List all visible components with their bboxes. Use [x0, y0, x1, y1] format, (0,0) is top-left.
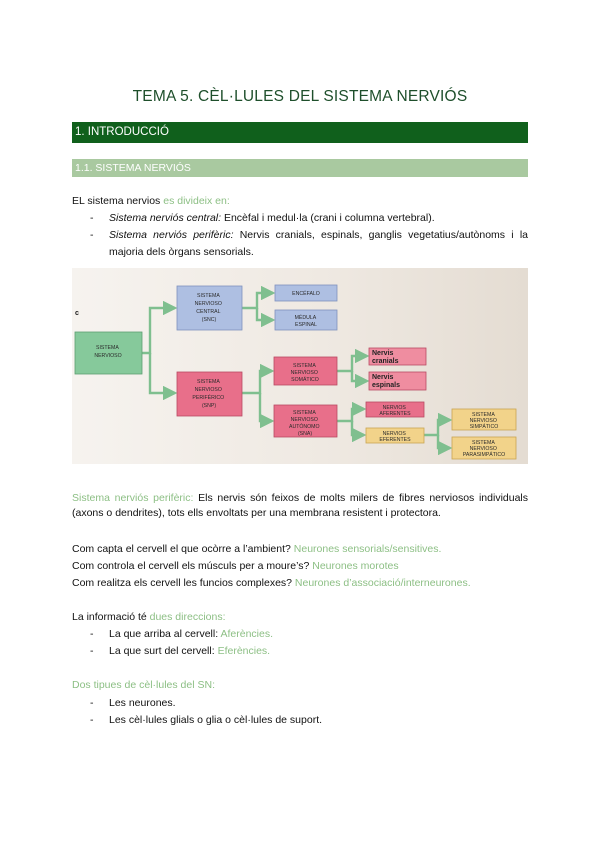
bullet-dash: - — [90, 212, 94, 224]
question-text: Com realitza els cervell les funcios complexes? — [72, 577, 295, 589]
connector-autonomo-eferentes — [352, 421, 364, 435]
box-encefalo-label: ENCÉFALO — [292, 291, 320, 297]
bullet-dash: - — [90, 628, 94, 640]
connector-somatico-craneales — [337, 356, 367, 371]
connector-snc-encefalo — [242, 293, 273, 308]
diagram-svg — [72, 268, 528, 464]
box-nervis-espinals-label: Nervis espinals — [372, 374, 401, 389]
connector-root-snp — [150, 353, 175, 393]
page-title: TEMA 5. CÈL·LULES DEL SISTEMA NERVIÓS — [132, 88, 468, 105]
question-line — [72, 559, 528, 574]
connector-eferentes-parasimpatico — [438, 435, 450, 448]
list-item-highlight: Aferències. — [220, 628, 274, 640]
list-item-text — [109, 210, 528, 227]
connector-snc-medula — [257, 308, 273, 320]
list-item-value: Les neurones. — [109, 697, 176, 709]
list-item-value: Encèfal i medul·la (crani i columna vertebral). — [221, 212, 435, 224]
question-line — [72, 542, 528, 557]
box-sistema-nervioso-label: SISTEMA NERVIOSO — [94, 345, 122, 359]
connector-somatico-espinales — [352, 371, 367, 381]
question-text: Com capta el cervell el que ocòrre a l’ambient? — [72, 543, 294, 555]
directions-paragraph — [72, 610, 528, 625]
box-snc-label: SISTEMA NERVIOSO CENTRAL (SNC) — [194, 293, 222, 323]
connector-snp-somatico — [242, 371, 272, 393]
bullet-dash: - — [90, 229, 94, 241]
nervous-system-diagram — [72, 268, 528, 464]
intro-highlight: es divideix en: — [163, 195, 230, 207]
connector-autonomo-aferentes — [337, 409, 364, 421]
box-medula-label: MÉDULA ESPINAL — [294, 315, 317, 328]
list-item-text — [109, 227, 528, 261]
question-line — [72, 576, 528, 591]
peripheral-text: Els nervis són feixos de molts milers de fibres nerviosos individuals (axons o dendrites), tots ells envoltats per una membrana resistent i protectora. — [72, 492, 528, 519]
diagram-corner-letter: c — [75, 310, 79, 317]
question-text: Com controla el cervell els músculs per a moure’s? — [72, 560, 313, 572]
connector-snp-autonomo — [260, 393, 272, 421]
list-item-value: La que surt del cervell: — [109, 645, 218, 657]
connector-root-snc — [142, 308, 175, 353]
box-somatico-label: SISTEMA NERVIOSO SOMÁTICO — [290, 363, 319, 383]
list-item-value: Les cèl·lules glials o glia o cèl·lules de suport. — [109, 714, 323, 726]
subsection-heading-sistema-nervios: 1.1. SISTEMA NERVIÓS — [72, 159, 528, 177]
intro-text: EL sistema nervios — [72, 195, 164, 207]
list-item-value: La que arriba al cervell: — [109, 628, 221, 640]
peripheral-label: Sistema nerviós perifèric: — [72, 492, 194, 504]
box-nervios-aferentes-label: NERVIOS AFERENTES — [379, 405, 411, 417]
box-autonomo-label: SISTEMA NERVIOSO AUTÓNOMO (SNA) — [288, 410, 320, 437]
connector-eferentes-simpatico — [424, 420, 450, 435]
bullet-dash: - — [90, 697, 94, 709]
bullet-dash: - — [90, 645, 94, 657]
box-nervios-eferentes-label: NERVIOS EFERENTES — [379, 431, 411, 443]
list-item-value: Nervis cranials, espinals, ganglis vegetatius/autònoms i la majoria dels òrgans sensorials. — [109, 229, 528, 258]
bullet-dash: - — [90, 714, 94, 726]
question-answer: Neurones d’associació/interneurones. — [294, 577, 471, 589]
list-item-label: Sistema nerviós central: — [109, 212, 222, 224]
directions-text: La informació té — [72, 611, 150, 623]
question-answer: Neurones sensorials/sensitives. — [293, 543, 442, 555]
list-item-text — [109, 626, 528, 643]
box-nervis-cranials-label: Nervis cranials — [372, 350, 399, 365]
question-answer: Neurones morotes — [312, 560, 399, 572]
list-item-highlight: Eferències. — [217, 645, 271, 657]
box-simpatico-label: SISTEMA NERVIOSO SIMPÁTICO — [469, 412, 499, 430]
directions-highlight: dues direccions: — [149, 611, 226, 623]
section-heading-introduccio: 1. INTRODUCCIÓ — [72, 122, 528, 143]
cell-types-heading: Dos tipues de cèl·lules del SN: — [72, 679, 215, 691]
list-item-text — [109, 643, 528, 660]
box-parasimpatico-label: SISTEMA NERVIOSO PARASIMPÁTICO — [462, 440, 506, 458]
box-snp-label: SISTEMA NERVIOSO PERIFÉRICO (SNP) — [192, 379, 225, 409]
list-item-label: Sistema nerviós perifèric: — [109, 229, 234, 241]
intro-paragraph — [72, 194, 528, 209]
peripheral-paragraph — [72, 491, 528, 521]
